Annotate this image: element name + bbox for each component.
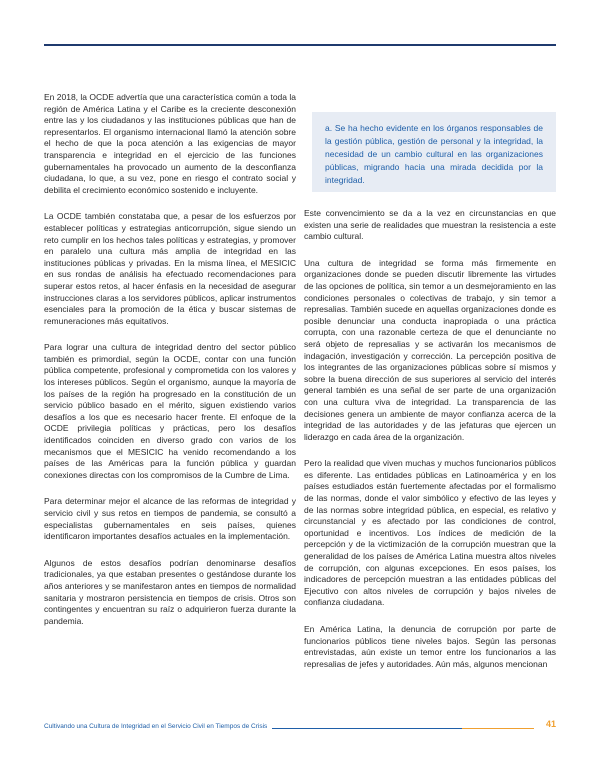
paragraph: La OCDE también constataba que, a pesar de los esfuerzos por establecer políticas y estrategias anticorrupción, sigue siendo un reto cumplir en los hechos tales políticas y estrategias, y promover en paralelo una cultura más amplia de integridad en las instituciones públicas y privadas. En la misma línea, el MESICIC en sus rondas de análisis ha efectuado recomendaciones para superar estos retos, al hacer énfasis en la necesidad de asegurar instrucciones claras a los servidores públicos, aplicar instrumentos esenciales para la promoción de la ética y buscar sistemas de remuneraciones más equitativos.: [44, 211, 296, 326]
page-footer: [44, 720, 556, 740]
paragraph: Para lograr una cultura de integridad dentro del sector público también es primordial, según la OCDE, contar con una función pública competente, profesional y comprometida con los valores y los intereses públicos. Según el organismo, aunque la mayoría de los países de la región ha progresado en la constitución de un servicio público basado en el mérito, siguen existiendo varios desafíos a los que es necesario hacer frente. El enfoque de la OCDE privilegia políticas y prácticas, pero los desafíos identificados coinciden en diverso grado con varios de los mecanismos que el MESICIC ha venido recomendando a los países de las Américas para la función pública y guardan conexiones directas con los compromisos de la Cumbre de Lima.: [44, 342, 296, 480]
footer-divider-blue: [272, 728, 462, 729]
callout-box: [312, 112, 556, 192]
paragraph: Para determinar mejor el alcance de las reformas de integridad y servicio civil y sus retos en tiempos de pandemia, se consultó a especialistas gubernamentales en seis países, quienes identificaron importantes desafíos actuales en la implementación.: [44, 496, 296, 542]
callout-text: a. Se ha hecho evidente en los órganos responsables de la gestión pública, gestión de personal y la integridad, la necesidad de un cambio cultural en las organizaciones públicas, migrando hacia una mirada decidida por la integridad.: [325, 123, 543, 185]
paragraph: Este convencimiento se da a la vez en circunstancias en que existen una serie de realidades que muestran la resistencia a este cambio cultural.: [304, 208, 556, 242]
paragraph: Una cultura de integridad se forma más firmemente en organizaciones donde se pueden discutir libremente las virtudes de las opciones de política, sin temor a un desmejoramiento en las condiciones personales o colectivas de trabajo, y sin temor a represalias. También sucede en aquellas organizaciones donde es posible denunciar una conducta inapropiada o una práctica corrupta, con una razonable certeza de que el denunciante no será objeto de represalias y se activarán los mecanismos de indagación, investigación y corrección. La percepción positiva de los integrantes de las organizaciones públicas sobre sí mismos y sobre la buena dirección de sus superiores al servicio del interés general también es una señal de ser parte de una organización con una cultura viva de integridad. La transparencia de las decisiones genera un ambiente de mayor confianza acerca de la integridad de las autoridades y de las jefaturas que ejercen un liderazgo en cada área de la organización.: [304, 257, 556, 442]
page-number: 41: [545, 719, 556, 729]
footer-title: Cultivando una Cultura de Integridad en el Servicio Civil en Tiempos de Crisis: [44, 723, 268, 730]
footer-divider-orange: [462, 728, 534, 729]
paragraph: Algunos de estos desafíos podrían denominarse desafíos tradicionales, ya que estaban presentes o gestándose durante los años anteriores y se manifestaron antes en tiempos de normalidad sanitaria y mostraron persistencia en tiempos de crisis. Otros son contingentes y encuentran su raíz o adquirieron fuerza durante la pandemia.: [44, 557, 296, 626]
right-column: [304, 208, 556, 685]
paragraph: En 2018, la OCDE advertía que una característica común a toda la región de América Latina y el Caribe es la creciente desconexión entre las y los ciudadanos y las instituciones públicas que han de representarlos. El organismo internacional llamó la atención sobre el hecho de que la poca atención a las exigencias de mayor transparencia e integridad en el ejercicio de las funciones gubernamentales ha provocado un aumento de la desconfianza ciudadana, lo que, a su vez, pone en riesgo el contrato social y debilita el crecimiento económico sostenido e incluyente.: [44, 92, 296, 195]
paragraph: En América Latina, la denuncia de corrupción por parte de funcionarios públicos tiene niveles bajos. Según las personas entrevistadas, aún existe un temor entre los funcionarios a las represalias de jefes y autoridades. Aún más, algunos mencionan: [304, 624, 556, 669]
left-column: [44, 92, 296, 642]
paragraph: Pero la realidad que viven muchas y muchos funcionarios públicos es diferente. Las entidades públicas en Latinoamérica y en los países estudiados están fuertemente afectadas por el formalismo de las normas, donde el valor simbólico y efectivo de las leyes y de las normas sobre integridad pública, en especial, es relativo y circunstancial y es afectado por las condiciones de control, oportunidad e incentivos. Los índices de medición de la percepción y de la victimización de la corrupción muestran que la generalidad de los países de América Latina muestra altos niveles de corrupción, con algunas excepciones. En esos países, los indicadores de percepción muestran a las entidades públicas del Ejecutivo con altos niveles de corrupción y bajos niveles de confianza ciudadana.: [304, 458, 556, 608]
top-divider: [44, 44, 556, 46]
